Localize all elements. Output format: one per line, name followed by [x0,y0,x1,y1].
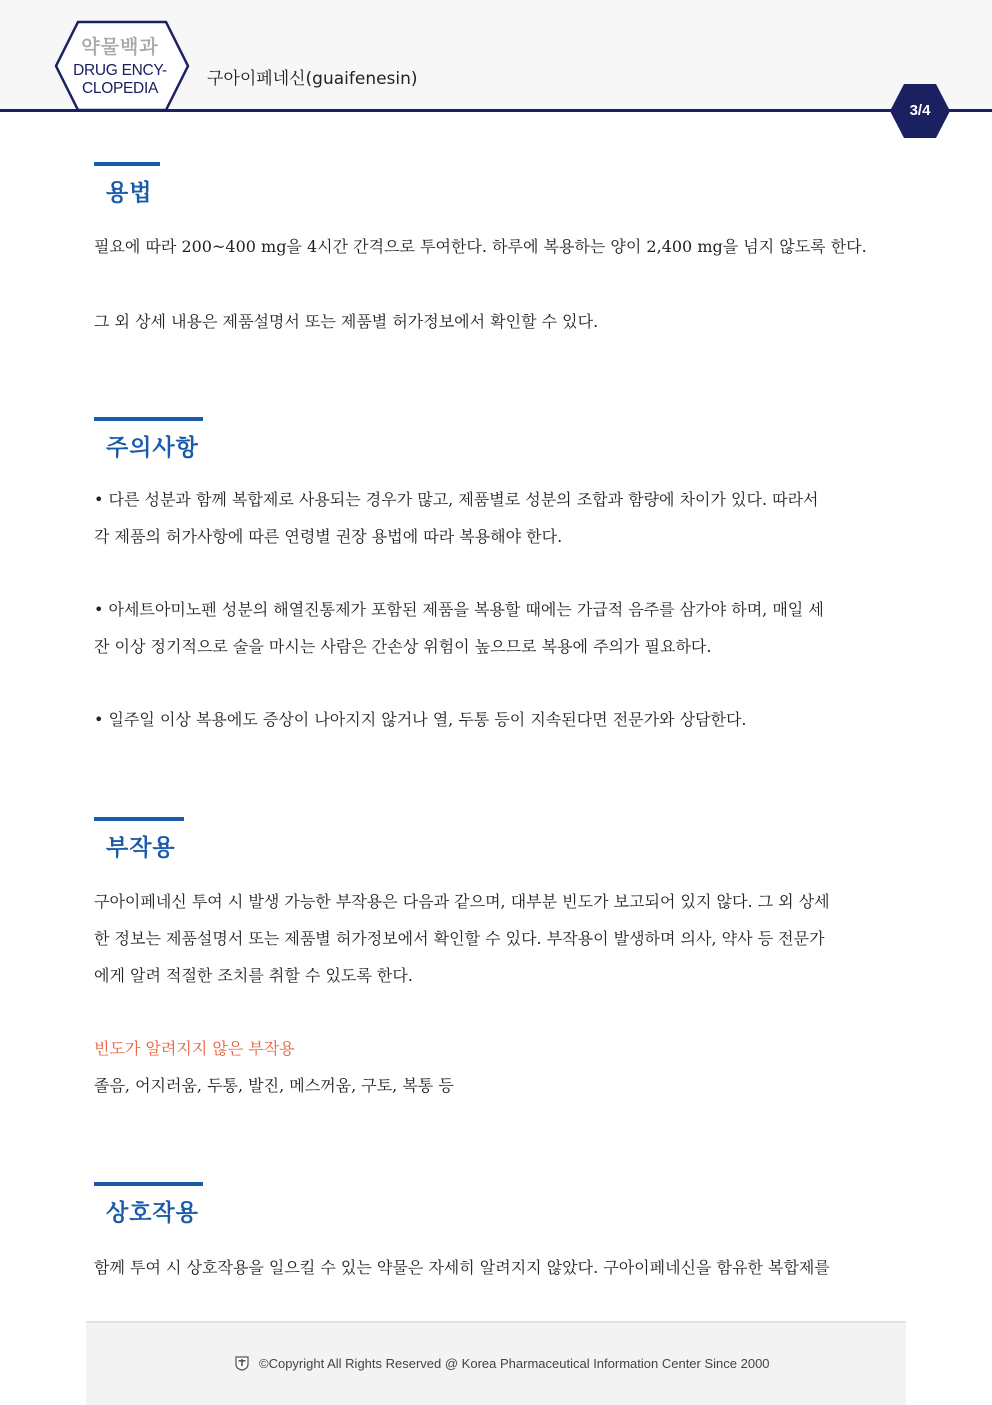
document-title: 구아이페네신(guaifenesin) [207,69,418,89]
side-effects-line-1: 구아이페네신 투여 시 발생 가능한 부작용은 다음과 같으며, 대부분 빈도가 보고되어 있지 않다. 그 외 상세 [94,892,830,911]
precaution-line-4: 잔 이상 정기적으로 술을 마시는 사람은 간손상 위험이 높으므로 복용에 주의가 필요하다. [94,637,712,656]
section-title-dosage: 용법 [106,180,153,206]
section-title-precautions: 주의사항 [106,435,199,461]
page-number: 3/4 [909,102,931,119]
precaution-line-2: 각 제품의 허가사항에 따른 연령별 권장 용법에 따라 복용해야 한다. [94,527,563,546]
dosage-line-1: 필요에 따라 200~400 mg을 4시간 간격으로 투여한다. 하루에 복용하는 양이 2,400 mg을 넘지 않도록 한다. [94,237,867,256]
page-number-badge [889,83,951,139]
logo-english-line1: DRUG ENCY- [73,62,167,79]
side-effects-line-3: 에게 알려 적절한 조치를 취할 수 있도록 한다. [94,966,413,985]
footer-content [234,1355,770,1371]
interactions-line-1: 함께 투여 시 상호작용을 일으킬 수 있는 약물은 자세히 알려지지 않았다. 구아이페네신을 함유한 복합제를 [94,1258,830,1277]
section-bar-side-effects [94,817,184,821]
logo [62,38,178,98]
section-bar-dosage [94,162,160,166]
dosage-line-2: 그 외 상세 내용은 제품설명서 또는 제품별 허가정보에서 확인할 수 있다. [94,312,599,331]
side-effects-list: 졸음, 어지러움, 두통, 발진, 메스꺼움, 구토, 복통 등 [94,1076,454,1095]
footer [86,1321,906,1405]
precaution-line-5: • 일주일 이상 복용에도 증상이 나아지지 않거나 열, 두통 등이 지속된다면 전문가와 상담한다. [94,710,747,729]
logo-english-line2: CLOPEDIA [82,80,158,97]
section-title-side-effects: 부작용 [106,835,176,861]
precaution-line-3: • 아세트아미노펜 성분의 해열진통제가 포함된 제품을 복용할 때에는 가급적 음주를 삼가야 하며, 매일 세 [94,600,824,619]
kpic-emblem-icon [234,1355,250,1371]
side-effects-line-2: 한 정보는 제품설명서 또는 제품별 허가정보에서 확인할 수 있다. 부작용이 발생하며 의사, 약사 등 전문가 [94,929,825,948]
section-title-interactions: 상호작용 [106,1200,199,1226]
copyright-text: ©Copyright All Rights Reserved @ Korea Pharmaceutical Information Center Since 2000 [259,1355,770,1371]
section-bar-interactions [94,1182,203,1186]
precaution-line-1: • 다른 성분과 함께 복합제로 사용되는 경우가 많고, 제품별로 성분의 조합과 함량에 차이가 있다. 따라서 [94,490,819,509]
side-effects-subhead: 빈도가 알려지지 않은 부작용 [94,1039,295,1058]
section-bar-precautions [94,417,203,421]
logo-english [62,62,178,98]
logo-korean: 약물백과 [81,36,159,58]
